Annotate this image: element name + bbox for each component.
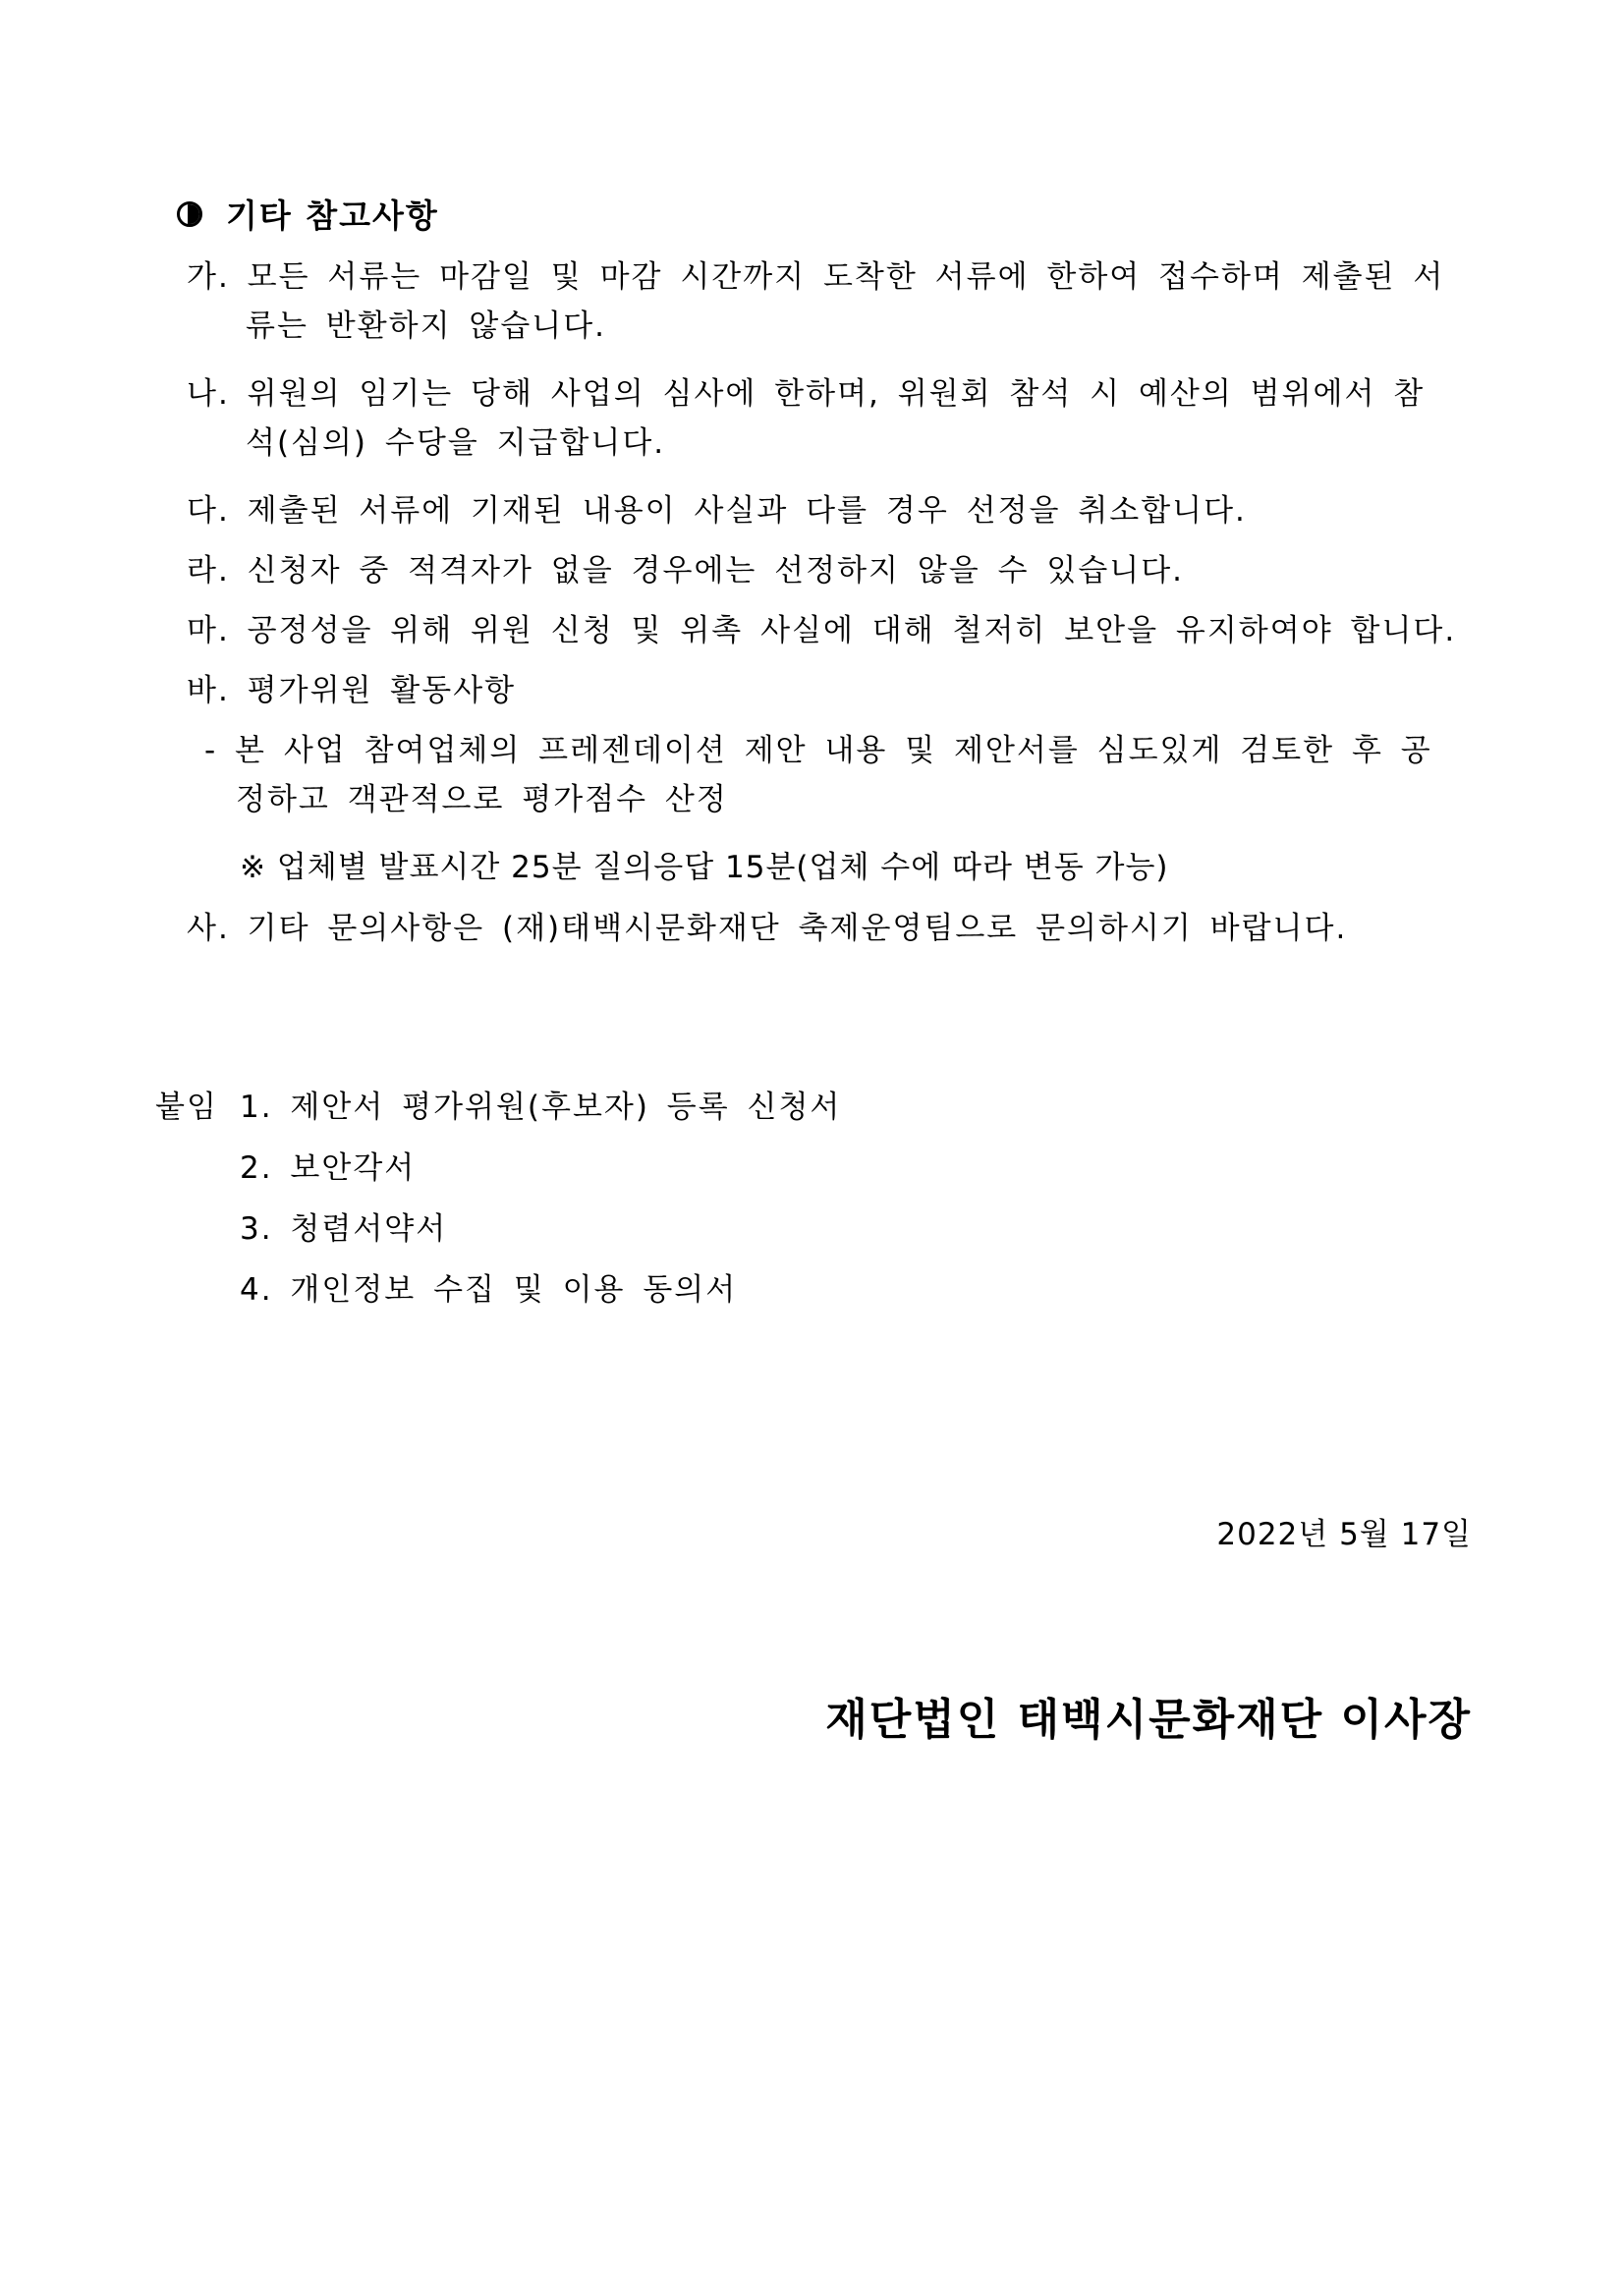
activity-text-line1: 본 사업 참여업체의 프레젠데이션 제안 내용 및 제안서를 심도있게 검토한 후 공 bbox=[235, 733, 1432, 768]
attachments-label: 붙임 bbox=[155, 1090, 218, 1125]
item-text-line2: 석(심의) 수당을 지급합니다. bbox=[246, 425, 666, 461]
item-text: 제출된 서류에 기재된 내용이 사실과 다를 경우 선정을 취소합니다. bbox=[247, 493, 1247, 529]
notice-item-da bbox=[187, 486, 1484, 535]
attachment-item: 4. 개인정보 수집 및 이용 동의서 bbox=[240, 1272, 738, 1308]
notice-item-sa bbox=[187, 904, 1484, 953]
notice-item-na bbox=[187, 369, 1484, 468]
item-marker: 나. bbox=[187, 376, 230, 412]
item-text: 공정성을 위해 위원 신청 및 위촉 사실에 대해 철저히 보안을 유지하여야 합니다. bbox=[247, 613, 1457, 648]
item-text: 기타 문의사항은 (재)태백시문화재단 축제운영팀으로 문의하시기 바랍니다. bbox=[247, 911, 1348, 946]
dash-marker: - bbox=[204, 733, 218, 768]
section-title: 기타 참고사항 bbox=[226, 196, 439, 235]
item-text: 신청자 중 적격자가 없을 경우에는 선정하지 않을 수 있습니다. bbox=[247, 553, 1185, 588]
activity-text-line2: 정하고 객관적으로 평가점수 산정 bbox=[236, 782, 728, 817]
notice-item-ga bbox=[187, 252, 1484, 351]
notice-item-ma bbox=[187, 606, 1484, 655]
item-marker: 마. bbox=[187, 613, 230, 648]
item-text-line1: 위원의 임기는 당해 사업의 심사에 한하며, 위원회 참석 시 예산의 범위에서 참 bbox=[247, 376, 1426, 412]
item-text-line2: 류는 반환하지 않습니다. bbox=[246, 308, 607, 344]
item-marker: 라. bbox=[187, 553, 230, 588]
item-text: 평가위원 활동사항 bbox=[247, 673, 517, 708]
half-filled-circle-icon bbox=[177, 201, 202, 227]
issuer-signature: 재단법인 태백시문화재단 이사장 bbox=[825, 1695, 1472, 1745]
notice-item-ba bbox=[187, 666, 1484, 715]
activity-detail bbox=[204, 726, 1482, 824]
attachment-item: 3. 청렴서약서 bbox=[240, 1211, 448, 1247]
notice-item-ra bbox=[187, 546, 1484, 595]
section-heading bbox=[177, 191, 439, 237]
document-date: 2022년 5월 17일 bbox=[1216, 1517, 1472, 1552]
item-marker: 바. bbox=[187, 673, 230, 708]
presentation-time-note: ※ 업체별 발표시간 25분 질의응답 15분(업체 수에 따라 변동 가능) bbox=[240, 850, 1169, 885]
item-marker: 사. bbox=[187, 911, 230, 946]
item-marker: 가. bbox=[187, 259, 230, 295]
attachment-item: 1. 제안서 평가위원(후보자) 등록 신청서 bbox=[240, 1090, 842, 1125]
item-marker: 다. bbox=[187, 493, 230, 529]
item-text-line1: 모든 서류는 마감일 및 마감 시간까지 도착한 서류에 한하여 접수하며 제출된 서 bbox=[247, 259, 1445, 295]
attachment-item: 2. 보안각서 bbox=[240, 1150, 417, 1186]
